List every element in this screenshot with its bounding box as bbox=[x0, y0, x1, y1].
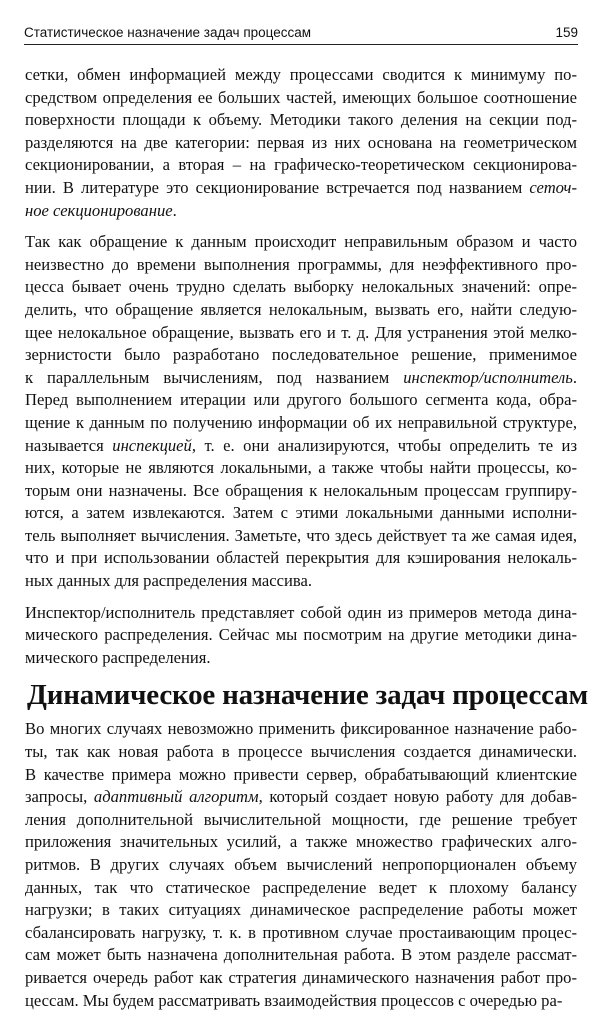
text-run: нагрузки; в таких ситуациях динамическое распределение работы может bbox=[25, 900, 577, 920]
text-line bbox=[25, 254, 577, 277]
text-run: . bbox=[572, 367, 577, 387]
text-run: к параллельным вычислениям, под названием bbox=[25, 367, 404, 387]
page-number: 159 bbox=[555, 25, 578, 40]
text-line bbox=[25, 231, 577, 254]
text-line bbox=[25, 87, 577, 110]
text-line bbox=[25, 809, 577, 832]
text-run: который создает новую работу для добав- bbox=[262, 787, 577, 807]
text-line bbox=[25, 299, 577, 322]
text-run: . bbox=[172, 200, 177, 220]
text-run: ления дополнительной вычислительной мощности, где решение требует bbox=[25, 809, 577, 829]
italic-term: ное секционирование bbox=[25, 200, 173, 220]
text-run: сетки, обмен информацией между процессами сводится к минимуму по- bbox=[25, 65, 577, 84]
text-run: Во многих случаях невозможно применить фиксированное назначение рабо- bbox=[25, 719, 577, 739]
text-line bbox=[25, 412, 577, 435]
text-line bbox=[25, 877, 577, 900]
text-line bbox=[25, 624, 577, 647]
text-run: цессам. Мы будем рассматривать взаимодействия процессов с очередью ра- bbox=[25, 990, 563, 1010]
text-line bbox=[25, 177, 577, 200]
text-line bbox=[25, 570, 577, 593]
text-run: делить, что обращение является нелокальным, вызвать его, найти следую- bbox=[25, 299, 577, 319]
text-line bbox=[25, 786, 577, 809]
text-line bbox=[25, 831, 577, 854]
text-line bbox=[25, 457, 577, 480]
text-run: сам может быть назначена дополнительная работа. В этом разделе рассмат- bbox=[25, 945, 577, 965]
paragraphs-after-heading bbox=[25, 718, 577, 1012]
text-line bbox=[25, 200, 577, 223]
italic-term: адаптивный алгоритм, bbox=[93, 787, 263, 807]
text-run: сбалансировать нагрузку, т. к. в противном случае простаивающим процес- bbox=[25, 922, 577, 942]
text-line bbox=[25, 525, 577, 548]
paragraph bbox=[25, 602, 577, 670]
text-run: них, которые не являются локальными, а также чтобы найти процессы, ко- bbox=[25, 458, 577, 478]
italic-term: инспектор/исполнитель bbox=[403, 367, 573, 387]
text-line bbox=[25, 922, 577, 945]
text-line bbox=[25, 367, 577, 390]
text-line bbox=[25, 899, 577, 922]
text-line bbox=[25, 276, 577, 299]
text-run: ритмов. В других случаях объем вычислений непропорционален объему bbox=[25, 855, 577, 874]
text-run: мического распределения. Сейчас мы посмотрим на другие методики дина- bbox=[25, 625, 577, 645]
text-run: мического распределения. bbox=[25, 647, 211, 667]
text-line bbox=[25, 132, 577, 155]
text-run: щение к данным по получению информации об их неправильной структуре, bbox=[25, 412, 577, 432]
paragraph bbox=[25, 64, 577, 222]
text-line bbox=[25, 480, 577, 503]
text-run: Перед выполнением итерации или другого большого сегмента кода, обра- bbox=[25, 390, 577, 410]
text-run: тель выполняет вычисления. Заметьте, что здесь действует та же самая идея, bbox=[25, 525, 577, 545]
text-line bbox=[25, 764, 577, 787]
paragraphs-before-heading bbox=[25, 64, 577, 669]
text-line bbox=[25, 322, 577, 345]
text-run: Так как обращение к данным происходит неправильным образом и часто bbox=[25, 232, 577, 252]
text-line bbox=[25, 602, 577, 625]
italic-term: сеточ- bbox=[529, 177, 577, 197]
text-run: поверхности площади к объему. Методики такого деления на секции под- bbox=[25, 110, 577, 130]
text-line bbox=[25, 944, 577, 967]
paragraph bbox=[25, 231, 577, 593]
text-run: приложения значительных усилий, а также множество графических алго- bbox=[25, 832, 577, 852]
text-run: разделяются на две категории: первая из них основана на геометрическом bbox=[25, 132, 577, 152]
text-run: В качестве примера можно привести сервер, обрабатывающий клиентские bbox=[25, 764, 577, 784]
text-run: цесса бывает очень трудно сделать выборку нелокальных значений: опре- bbox=[25, 277, 577, 297]
text-run: данных, так что статическое распределение ведет к плохому балансу bbox=[25, 877, 577, 897]
italic-term: инспекцией bbox=[112, 435, 192, 455]
text-line bbox=[25, 344, 577, 367]
text-line bbox=[25, 967, 577, 990]
text-line bbox=[25, 389, 577, 412]
text-run: запросы, bbox=[25, 787, 94, 807]
running-header-title: Статистическое назначение задач процессам bbox=[24, 25, 312, 40]
text-line bbox=[25, 502, 577, 525]
text-run: неизвестно до времени выполнения программы, для неэффективного про- bbox=[25, 254, 577, 274]
section-heading: Динамическое назначение задач процессам bbox=[27, 679, 588, 712]
text-line bbox=[25, 547, 577, 570]
running-header bbox=[24, 22, 578, 45]
text-run: ты, так как новая работа в процессе вычисления создается динамически. bbox=[25, 742, 577, 762]
text-run: щее нелокальное обращение, вызвать его и т. д. Для устранения этой мелко- bbox=[25, 322, 577, 342]
text-line bbox=[25, 64, 577, 87]
text-run: средством определения ее больших частей, имеющих большое соотношение bbox=[25, 87, 577, 107]
text-line bbox=[25, 154, 577, 177]
text-run: ются, а затем извлекаются. Затем с этими локальными данными исполни- bbox=[25, 503, 577, 523]
text-line bbox=[25, 435, 577, 458]
text-line bbox=[25, 109, 577, 132]
text-run: называется bbox=[25, 435, 113, 455]
text-line bbox=[25, 990, 577, 1013]
text-line bbox=[25, 854, 577, 877]
page-body bbox=[25, 64, 588, 1021]
text-run: нии. В литературе это секционирование встречается под названием bbox=[25, 177, 530, 197]
text-run: Инспектор/исполнитель представляет собой один из примеров метода дина- bbox=[25, 602, 577, 622]
text-run: , т. е. они анализируются, чтобы определить те из bbox=[191, 435, 577, 455]
text-run: ривается очередь работ как стратегия динамического назначения работ про- bbox=[25, 967, 577, 987]
paragraph bbox=[25, 718, 577, 1012]
text-run: ных данных для распределения массива. bbox=[25, 571, 312, 591]
text-run: секционировании, а вторая – на графическо-теоретическом секционирова- bbox=[25, 155, 577, 175]
text-line bbox=[25, 741, 577, 764]
text-run: торым они назначены. Все обращения к нелокальным процессам группиру- bbox=[25, 480, 577, 500]
text-run: зернистости было разработано последовательное решение, применимое bbox=[25, 345, 577, 365]
text-run: что и при использовании областей перекрытия для кэширования нелокаль- bbox=[25, 548, 577, 568]
text-line bbox=[25, 718, 577, 741]
text-line bbox=[25, 647, 577, 670]
